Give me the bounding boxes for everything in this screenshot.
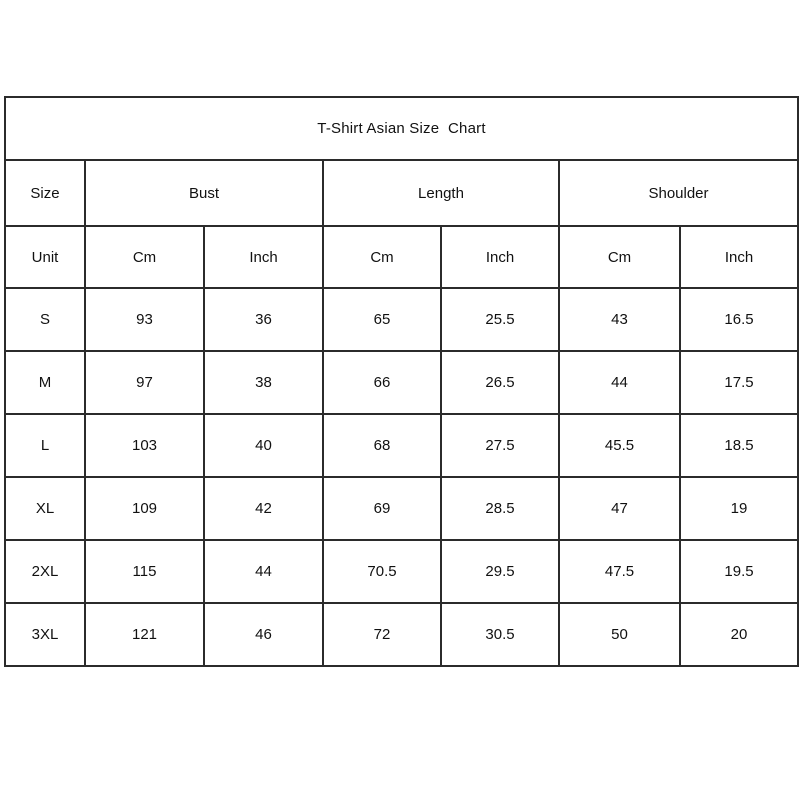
col-header-length: Length [323,160,559,226]
shoulder-inch-value: 17.5 [680,351,798,414]
size-label: M [5,351,85,414]
bust-cm-value: 121 [85,603,204,666]
col-header-size: Size [5,160,85,226]
shoulder-inch-value: 19.5 [680,540,798,603]
table-row-2xl [5,540,798,603]
table-row-s [5,288,798,351]
col-header-shoulder: Shoulder [559,160,798,226]
length-cm-value: 66 [323,351,441,414]
length-cm-value: 70.5 [323,540,441,603]
shoulder-inch-value: 18.5 [680,414,798,477]
bust-inch-value: 46 [204,603,323,666]
table-row-l [5,414,798,477]
unit-label: Unit [5,226,85,288]
size-label: 3XL [5,603,85,666]
unit-length-inch: Inch [441,226,559,288]
bust-cm-value: 97 [85,351,204,414]
table-row-3xl [5,603,798,666]
bust-inch-value: 40 [204,414,323,477]
length-cm-value: 69 [323,477,441,540]
length-inch-value: 26.5 [441,351,559,414]
bust-cm-value: 103 [85,414,204,477]
length-inch-value: 27.5 [441,414,559,477]
length-cm-value: 65 [323,288,441,351]
unit-length-cm: Cm [323,226,441,288]
size-label: L [5,414,85,477]
bust-inch-value: 42 [204,477,323,540]
unit-shoulder-cm: Cm [559,226,680,288]
size-chart-table [4,96,799,667]
bust-cm-value: 93 [85,288,204,351]
shoulder-inch-value: 16.5 [680,288,798,351]
shoulder-cm-value: 47.5 [559,540,680,603]
unit-shoulder-inch: Inch [680,226,798,288]
table-row-xl [5,477,798,540]
shoulder-cm-value: 45.5 [559,414,680,477]
size-label: XL [5,477,85,540]
title-row [5,97,798,160]
shoulder-inch-value: 20 [680,603,798,666]
size-label: 2XL [5,540,85,603]
bust-inch-value: 38 [204,351,323,414]
shoulder-cm-value: 44 [559,351,680,414]
page-title: T-Shirt Asian Size Chart [5,97,798,160]
unit-bust-inch: Inch [204,226,323,288]
unit-header-row [5,226,798,288]
unit-bust-cm: Cm [85,226,204,288]
table-row-m [5,351,798,414]
bust-cm-value: 115 [85,540,204,603]
length-inch-value: 28.5 [441,477,559,540]
length-cm-value: 68 [323,414,441,477]
length-inch-value: 29.5 [441,540,559,603]
shoulder-cm-value: 47 [559,477,680,540]
col-header-bust: Bust [85,160,323,226]
length-inch-value: 25.5 [441,288,559,351]
bust-cm-value: 109 [85,477,204,540]
shoulder-cm-value: 50 [559,603,680,666]
size-label: S [5,288,85,351]
shoulder-inch-value: 19 [680,477,798,540]
shoulder-cm-value: 43 [559,288,680,351]
length-inch-value: 30.5 [441,603,559,666]
bust-inch-value: 44 [204,540,323,603]
bust-inch-value: 36 [204,288,323,351]
length-cm-value: 72 [323,603,441,666]
column-group-header-row [5,160,798,226]
